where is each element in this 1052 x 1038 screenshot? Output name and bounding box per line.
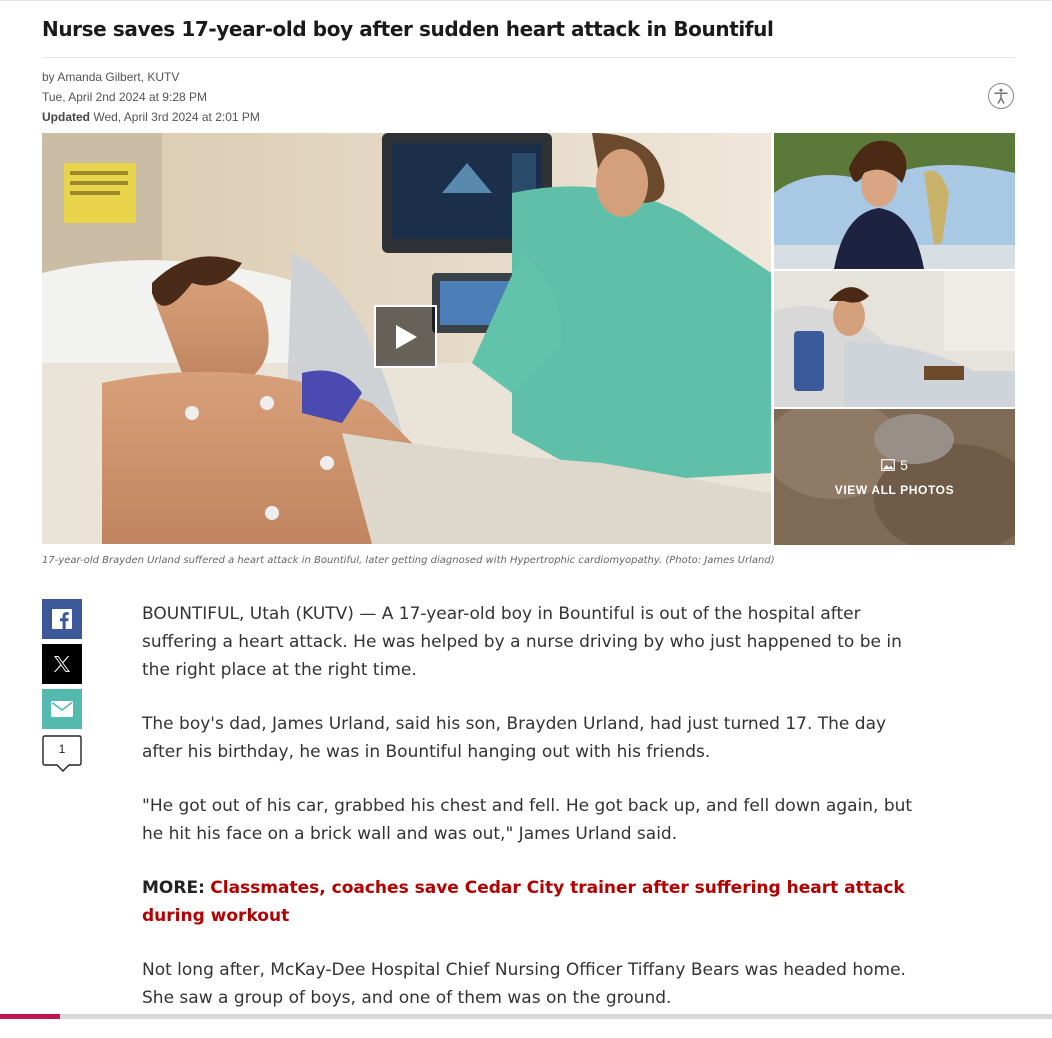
photo-count-row (881, 457, 908, 473)
more-label: MORE: (142, 878, 205, 898)
comments-button[interactable] (42, 735, 82, 773)
article-paragraph: Not long after, McKay-Dee Hospital Chief Nursing Officer Tiffany Bears was headed home. She saw a group of boys, and one of them was on the ground. (142, 960, 906, 1008)
top-border (0, 0, 1052, 1)
view-all-photos-label: VIEW ALL PHOTOS (834, 483, 955, 497)
updated-line (42, 107, 260, 127)
comment-count: 1 (58, 742, 66, 756)
photo-count: 5 (900, 457, 908, 473)
reading-progress-fill (0, 1014, 60, 1019)
facebook-icon (52, 609, 72, 629)
image-icon (881, 459, 895, 471)
play-icon (393, 323, 419, 351)
email-icon (51, 701, 73, 717)
article-paragraph: "He got out of his car, grabbed his chest and fell. He got back up, and fell down again, but he hit his face on a brick wall and was out," James Urland said. (142, 796, 913, 844)
author-line: by Amanda Gilbert, KUTV (42, 70, 180, 84)
byline-block (42, 67, 260, 127)
article-title: Nurse saves 17-year-old boy after sudden heart attack in Bountiful (42, 17, 774, 41)
x-share-button[interactable] (42, 644, 82, 684)
article-paragraph: The boy's dad, James Urland, said his son, Brayden Urland, had just turned 17. The day after his birthday, he was in Bountiful hanging out with his friends. (142, 714, 887, 762)
photo-gallery (42, 133, 1015, 544)
boy-with-fish-image (774, 133, 1015, 269)
related-article-link[interactable]: Classmates, coaches save Cedar City trainer after suffering heart attack during workout (142, 878, 905, 926)
main-photo[interactable] (42, 133, 771, 544)
gallery-thumbnail-3[interactable] (774, 409, 1015, 545)
email-share-button[interactable] (42, 689, 82, 729)
gallery-thumbnail-1[interactable] (774, 133, 1015, 269)
x-icon (52, 654, 72, 674)
published-date: Tue, April 2nd 2024 at 9:28 PM (42, 90, 207, 104)
photo-caption: 17-year-old Brayden Urland suffered a heart attack in Bountiful, later getting diagnosed with Hypertrophic cardiomyopathy. (Photo: James Urland) (42, 555, 775, 566)
updated-date: Wed, April 3rd 2024 at 2:01 PM (93, 110, 260, 124)
boy-in-hospital-bed-image (774, 271, 1015, 407)
view-all-photos-button[interactable] (774, 409, 1015, 545)
accessibility-button[interactable] (988, 83, 1014, 109)
title-divider (42, 57, 1015, 58)
gallery-thumbnail-2[interactable] (774, 271, 1015, 407)
updated-label: Updated (42, 110, 90, 124)
article-body (142, 600, 922, 1038)
article-paragraph: BOUNTIFUL, Utah (KUTV) — A 17-year-old boy in Bountiful is out of the hospital after suffering a heart attack. He was helped by a nurse driving by who just happened to be in the right place at the right time. (142, 604, 902, 680)
more-related-link (142, 874, 922, 930)
play-video-button[interactable] (374, 305, 437, 368)
accessibility-icon (992, 87, 1010, 105)
facebook-share-button[interactable] (42, 599, 82, 639)
reading-progress-bar (0, 1014, 1052, 1019)
